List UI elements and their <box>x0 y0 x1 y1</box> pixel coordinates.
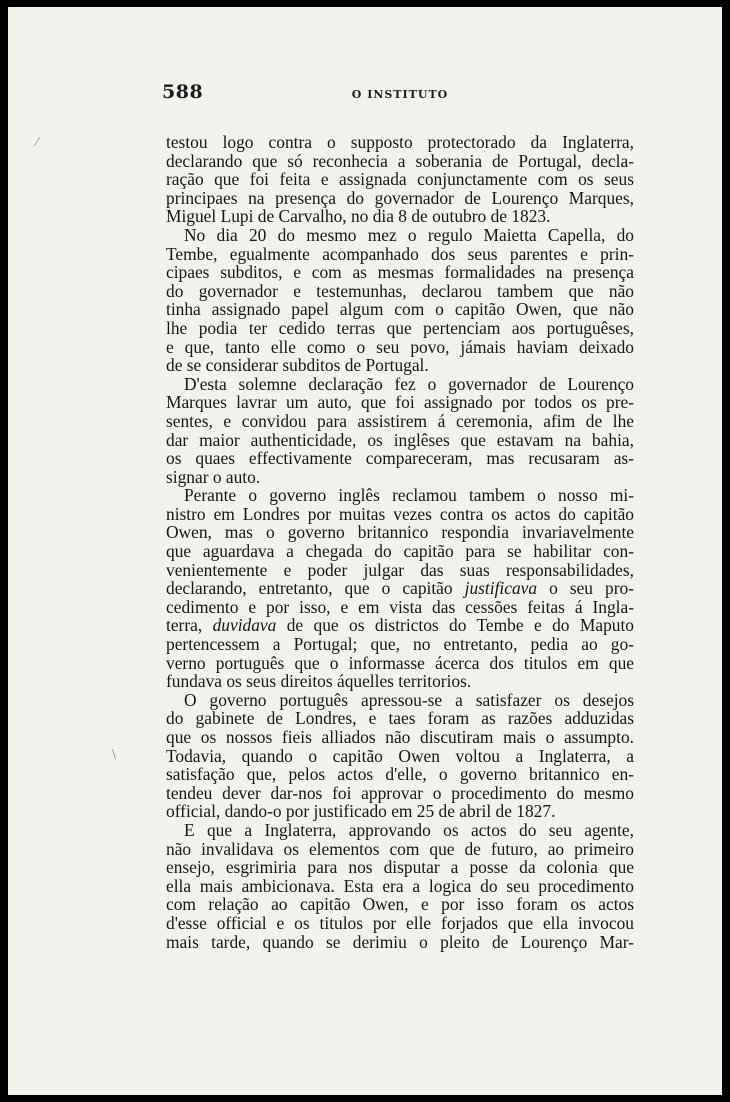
text-line: tendeu dever dar-nos foi approvar o procedimento do mesmo <box>166 782 634 803</box>
text-line: d'esse official e os titulos por elle forjados que ella invocou <box>166 912 634 933</box>
text-line: lhe podia ter cedido terras que pertenciam aos portuguêses, <box>166 317 634 338</box>
text-line: do governador e testemunhas, declarou tambem que não <box>166 280 634 301</box>
text-line: ensejo, esgrimiria para nos disputar a posse da colonia que <box>166 857 634 878</box>
text-line: mais tarde, quando se derimiu o pleito de Lourenço Mar- <box>166 931 634 952</box>
text-line: ração que foi feita e assignada conjunctamente com os seus <box>166 169 634 190</box>
running-head <box>162 79 638 107</box>
text-line: Tembe, egualmente acompanhado dos seus parentes e prin- <box>166 243 634 264</box>
text-line: official, dando-o por justificado em 25 de abril de 1827. <box>166 801 556 822</box>
text-line: de se considerar subditos de Portugal. <box>166 355 429 376</box>
text-line-mixed <box>166 616 634 635</box>
text-line: E que a Inglaterra, approvando os actos do seu agente, <box>184 819 634 840</box>
paragraph-2 <box>166 226 634 375</box>
text-line: signar o auto. <box>166 466 261 487</box>
text-line: cipaes subditos, e com as mesmas formalidades na presença <box>166 262 634 283</box>
text-span: terra, <box>166 615 213 636</box>
text-line: Marques lavrar um auto, que foi assignado por todos os pre- <box>166 392 634 413</box>
text-line: declarando que só reconhecia a soberania de Portugal, decla- <box>166 150 634 171</box>
text-line: Owen, mas o governo britannico respondia invariavelmente <box>166 522 634 543</box>
journal-title: O INSTITUTO <box>351 88 449 101</box>
margin-mark: \ <box>112 747 117 761</box>
text-line: nistro em Londres por muitas vezes contra os actos do capitão <box>166 503 634 524</box>
text-line: testou logo contra o supposto protectorado da Inglaterra, <box>166 132 634 152</box>
text-line: D'esta solemne declaração fez o governador de Lourenço <box>184 373 634 394</box>
text-line: fundava os seus direitos áquelles territorios. <box>166 671 472 692</box>
text-line: do gabinete de Londres, e taes foram as razões adduzidas <box>166 708 634 729</box>
text-line: verno português que o informasse ácerca dos titulos em que <box>166 652 634 673</box>
page-number: 588 <box>162 81 204 103</box>
text-line: os quaes effectivamente compareceram, mas recusaram as- <box>166 448 634 469</box>
body-text <box>166 133 634 951</box>
paragraph-4 <box>166 486 634 691</box>
text-line: ella mais ambicionava. Esta era a logica do seu procedimento <box>166 875 634 896</box>
text-span: o seu pro- <box>537 578 634 599</box>
margin-mark: ⁄ <box>36 135 39 149</box>
text-line: pertencessem a Portugal; que, no entretanto, pedia ao go- <box>166 634 634 655</box>
italic-word: duvidava <box>212 615 277 636</box>
page-sheet <box>8 7 722 1095</box>
text-line: venientemente e poder julgar das suas responsabilidades, <box>166 559 634 580</box>
text-line: com relação ao capitão Owen, e por isso foram os actos <box>166 894 634 915</box>
text-line-mixed <box>166 579 634 598</box>
paragraph-6 <box>166 821 634 951</box>
text-line: não invalidava os elementos com que de futuro, ao primeiro <box>166 838 634 859</box>
text-line: satisfação que, pelos actos d'elle, o governo britannico en- <box>166 764 634 785</box>
italic-word: justificava <box>464 578 538 599</box>
paragraph-3 <box>166 375 634 487</box>
text-line: sentes, e convidou para assistirem á ceremonia, afim de lhe <box>166 410 634 431</box>
text-line: Miguel Lupi de Carvalho, no dia 8 de outubro de 1823. <box>166 206 551 227</box>
paragraph-5 <box>166 691 634 821</box>
text-span: declarando, entretanto, que o capitão <box>166 578 465 599</box>
text-line: principaes na presença do governador de Lourenço Marques, <box>166 187 634 208</box>
text-line: que aguardava a chegada do capitão para se habilitar con- <box>166 541 634 562</box>
text-line: e que, tanto elle como o seu povo, jámais haviam deixado <box>166 336 634 357</box>
text-line: cedimento e por isso, e em vista das cessões feitas á Ingla- <box>166 596 634 617</box>
text-line: que os nossos fieis alliados não discutiram mais o assumpto. <box>166 727 634 747</box>
text-line: O governo português apressou-se a satisfazer os desejos <box>184 689 634 710</box>
text-line: dar maior authenticidade, os inglêses que estavam na bahia, <box>166 429 634 450</box>
paragraph-1 <box>166 133 634 226</box>
text-line: Perante o governo inglês reclamou tambem o nosso mi- <box>184 485 634 506</box>
text-line: tinha assignado papel algum com o capitão Owen, que não <box>166 299 634 320</box>
text-line: No dia 20 do mesmo mez o regulo Maietta Capella, do <box>184 224 634 245</box>
text-span: de que os districtos do Tembe e do Maputo <box>276 615 634 636</box>
text-line: Todavia, quando o capitão Owen voltou a Inglaterra, a <box>166 745 634 766</box>
